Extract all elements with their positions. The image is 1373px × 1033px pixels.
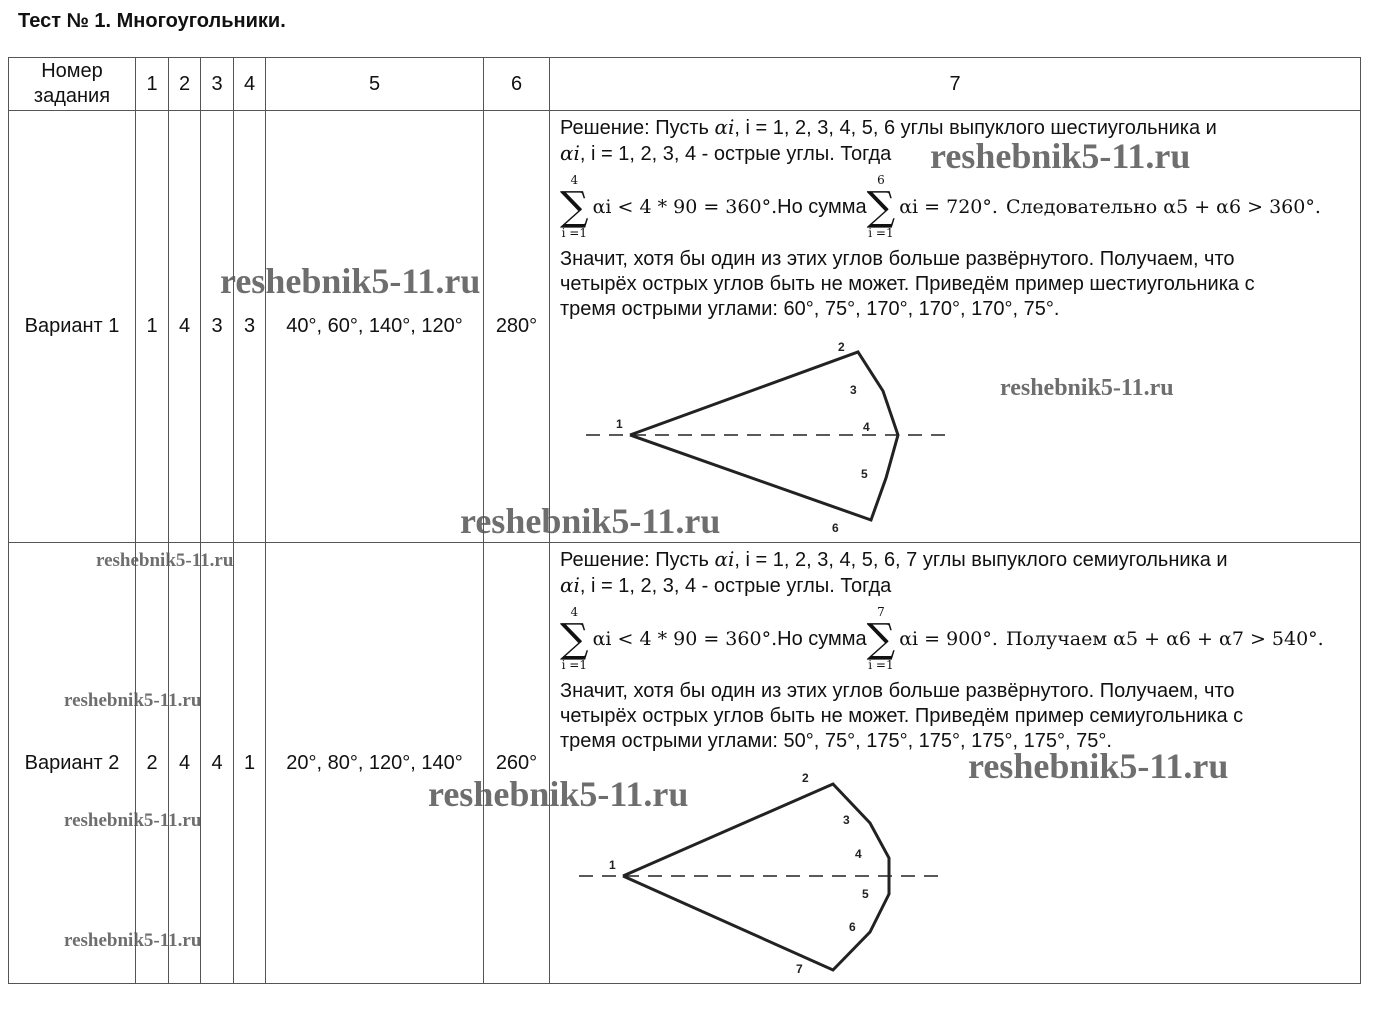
- solution-text: , i = 1, 2, 3, 4 - острые углы. Тогда: [579, 575, 892, 597]
- hexagon-outline: [630, 352, 898, 520]
- header-col-7: 7: [550, 58, 1361, 111]
- solution-line-4: четырёх острых углов быть не может. Приведём пример шестиугольника с: [560, 273, 1255, 295]
- sigma-lower: i =1: [868, 658, 894, 672]
- solution-text: , i = 1, 2, 3, 4, 5, 6 углы выпуклого шестиугольника и: [734, 117, 1217, 139]
- sum-expression-2: αi = 900°.: [899, 627, 998, 650]
- watermark: reshebnik5-11.ru: [428, 774, 689, 814]
- sigma-sum-2: [867, 606, 896, 672]
- header-col-2: 2: [169, 58, 201, 111]
- header-task-label-2: задания: [33, 85, 111, 107]
- solution-text: Но сумма: [777, 195, 867, 218]
- sigma-sum-2: [867, 174, 896, 240]
- math-alpha-i: αi: [714, 547, 735, 571]
- header-col-3: 3: [201, 58, 234, 111]
- watermark: reshebnik5-11.ru: [64, 930, 202, 951]
- vertex-label: 7: [796, 962, 803, 976]
- solution-line-5: тремя острыми углами: 50°, 75°, 175°, 175°, 175°, 175°, 75°.: [560, 730, 1112, 752]
- sigma-upper: 4: [570, 173, 579, 187]
- watermark: reshebnik5-11.ru: [1000, 375, 1174, 401]
- sigma-symbol: ∑: [560, 616, 589, 662]
- solution-conclusion: Получаем α5 + α6 + α7 > 540°.: [1005, 627, 1324, 650]
- answer-cell: 1: [234, 543, 266, 984]
- sigma-upper: 4: [570, 605, 579, 619]
- sum-formula-row: [560, 599, 1354, 679]
- answer-cell: 40°, 60°, 140°, 120°: [266, 111, 484, 543]
- sigma-symbol: ∑: [866, 616, 896, 662]
- answer-cell: 1: [136, 111, 169, 543]
- header-col-1: 1: [136, 58, 169, 111]
- vertex-label: 1: [616, 417, 623, 431]
- sum-expression-1: αi < 4 * 90 = 360°.: [592, 627, 778, 650]
- solution-line-5: тремя острыми углами: 60°, 75°, 170°, 170°, 170°, 75°.: [560, 298, 1060, 320]
- solution-line-3: Значит, хотя бы один из этих углов больше развёрнутого. Получаем, что: [560, 248, 1235, 270]
- solution-conclusion: Следовательно α5 + α6 > 360°.: [1005, 195, 1321, 218]
- page-title: Тест № 1. Многоугольники.: [18, 10, 286, 32]
- vertex-label: 4: [863, 420, 870, 434]
- answer-cell: 2: [136, 543, 169, 984]
- watermark: reshebnik5-11.ru: [96, 550, 234, 571]
- sigma-lower: i =1: [561, 658, 587, 672]
- vertex-label: 2: [838, 340, 845, 354]
- sigma-lower: i =1: [561, 226, 587, 240]
- vertex-label: 4: [855, 847, 862, 861]
- solution-text: , i = 1, 2, 3, 4 - острые углы. Тогда: [579, 143, 892, 165]
- answer-cell: 20°, 80°, 120°, 140°: [266, 543, 484, 984]
- vertex-label: 5: [862, 887, 869, 901]
- vertex-label: 6: [832, 521, 839, 535]
- header-task-number: [9, 58, 136, 111]
- variant-label: Вариант 1: [9, 111, 136, 543]
- solution-line-2: [560, 573, 1354, 599]
- header-task-label-1: Номер: [41, 60, 103, 82]
- solution-text: , i = 1, 2, 3, 4, 5, 6, 7 углы выпуклого семиугольника и: [734, 549, 1228, 571]
- watermark: reshebnik5-11.ru: [64, 690, 202, 711]
- solution-text: Решение: Пусть: [560, 117, 715, 139]
- answer-cell: 280°: [484, 111, 550, 543]
- math-alpha-i: αi: [560, 141, 580, 165]
- vertex-label: 5: [861, 467, 868, 481]
- answer-cell: 4: [169, 111, 201, 543]
- header-col-5: 5: [266, 58, 484, 111]
- sum-expression-1: αi < 4 * 90 = 360°.: [592, 195, 778, 218]
- answer-cell: 4: [169, 543, 201, 984]
- variant-label: Вариант 2: [9, 543, 136, 984]
- sum-formula-row: [560, 167, 1354, 247]
- sigma-sum-1: [560, 606, 589, 672]
- sigma-lower: i =1: [868, 226, 894, 240]
- sum-expression-2: αi = 720°.: [899, 195, 998, 218]
- sigma-symbol: ∑: [560, 184, 589, 230]
- solution-line-4: четырёх острых углов быть не может. Приведём пример семиугольника с: [560, 705, 1244, 727]
- answer-cell: 3: [201, 111, 234, 543]
- sigma-sum-1: [560, 174, 589, 240]
- vertex-label: 3: [843, 813, 850, 827]
- vertex-label: 6: [849, 920, 856, 934]
- watermark: reshebnik5-11.ru: [460, 501, 721, 541]
- sigma-symbol: ∑: [866, 184, 896, 230]
- header-col-6: 6: [484, 58, 550, 111]
- watermark: reshebnik5-11.ru: [968, 746, 1229, 786]
- solution-text: Решение: Пусть: [560, 549, 715, 571]
- solution-cell: [550, 543, 1361, 984]
- watermark: reshebnik5-11.ru: [64, 810, 202, 831]
- vertex-label: 3: [850, 383, 857, 397]
- answer-cell: 260°: [484, 543, 550, 984]
- answer-cell: 4: [201, 543, 234, 984]
- sigma-upper: 6: [877, 173, 885, 187]
- math-alpha-i: αi: [714, 115, 735, 139]
- solution-line-1: [560, 547, 1354, 573]
- sigma-upper: 7: [877, 605, 885, 619]
- math-alpha-i: αi: [560, 573, 580, 597]
- header-col-4: 4: [234, 58, 266, 111]
- table-header-row: [9, 58, 1361, 111]
- solution-text: Но сумма: [777, 627, 867, 650]
- answer-cell: 3: [234, 111, 266, 543]
- watermark: reshebnik5-11.ru: [220, 261, 481, 301]
- vertex-label: 2: [802, 771, 809, 785]
- vertex-label: 1: [609, 858, 616, 872]
- solution-line-3: Значит, хотя бы один из этих углов больше развёрнутого. Получаем, что: [560, 680, 1235, 702]
- watermark: reshebnik5-11.ru: [930, 136, 1191, 176]
